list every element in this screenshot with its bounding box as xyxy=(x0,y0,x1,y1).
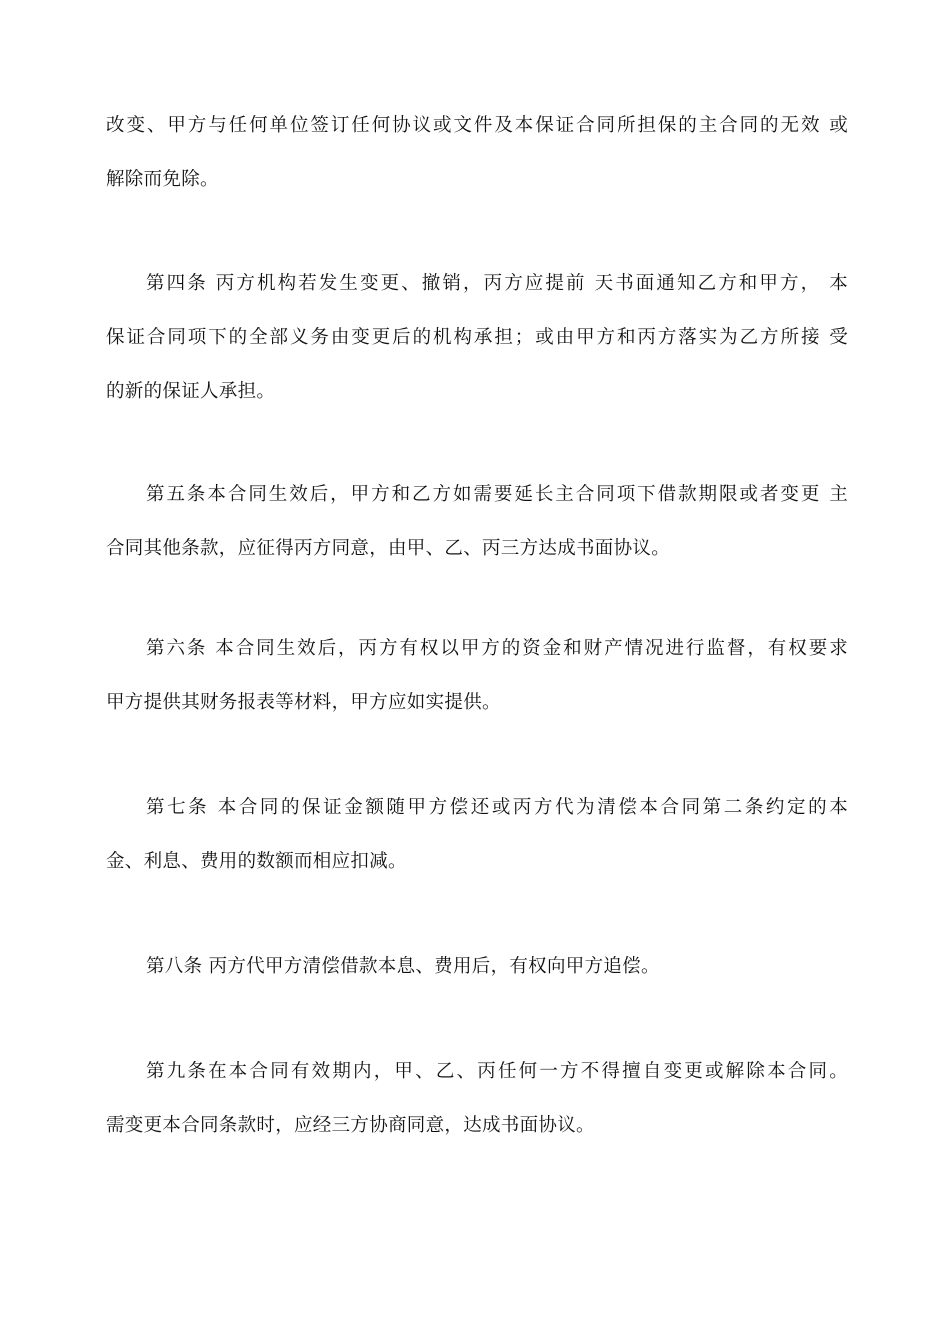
paragraph-line: 需变更本合同条款时，应经三方协商同意，达成书面协议。 xyxy=(106,1115,595,1136)
paragraph-line: 第八条 丙方代甲方清偿借款本息、费用后，有权向甲方追偿。 xyxy=(146,956,660,977)
paragraph-line: 第九条在本合同有效期内，甲、乙、丙任何一方不得擅自变更或解除本合同。 xyxy=(146,1061,848,1082)
paragraph-article-6 xyxy=(106,622,848,730)
paragraph-line: 保证合同项下的全部义务由变更后的机构承担；或由甲方和丙方落实为乙方所接 受 xyxy=(106,327,848,348)
paragraph-continuation xyxy=(106,99,848,207)
paragraph-line: 第四条 丙方机构若发生变更、撤销，丙方应提前 天书面通知乙方和甲方， 本 xyxy=(146,273,848,294)
paragraph-article-9 xyxy=(106,1045,848,1153)
paragraph-line: 甲方提供其财务报表等材料，甲方应如实提供。 xyxy=(106,692,501,713)
paragraph-line: 金、利息、费用的数额而相应扣减。 xyxy=(106,851,407,872)
paragraph-line: 第六条 本合同生效后，丙方有权以甲方的资金和财产情况进行监督，有权要求 xyxy=(146,638,848,659)
paragraph-article-7 xyxy=(106,781,848,889)
paragraph-article-8 xyxy=(106,940,848,994)
paragraph-line: 改变、甲方与任何单位签订任何协议或文件及本保证合同所担保的主合同的无效 或 xyxy=(106,115,848,136)
paragraph-line: 解除而免除。 xyxy=(106,169,219,190)
paragraph-line: 第五条本合同生效后，甲方和乙方如需要延长主合同项下借款期限或者变更 主 xyxy=(146,484,848,505)
paragraph-line: 合同其他条款，应征得丙方同意，由甲、乙、丙三方达成书面协议。 xyxy=(106,538,671,559)
paragraph-article-4 xyxy=(106,257,848,419)
paragraph-line: 的新的保证人承担。 xyxy=(106,381,276,402)
paragraph-article-5 xyxy=(106,468,848,576)
paragraph-line: 第七条 本合同的保证金额随甲方偿还或丙方代为清偿本合同第二条约定的本 xyxy=(146,797,848,818)
